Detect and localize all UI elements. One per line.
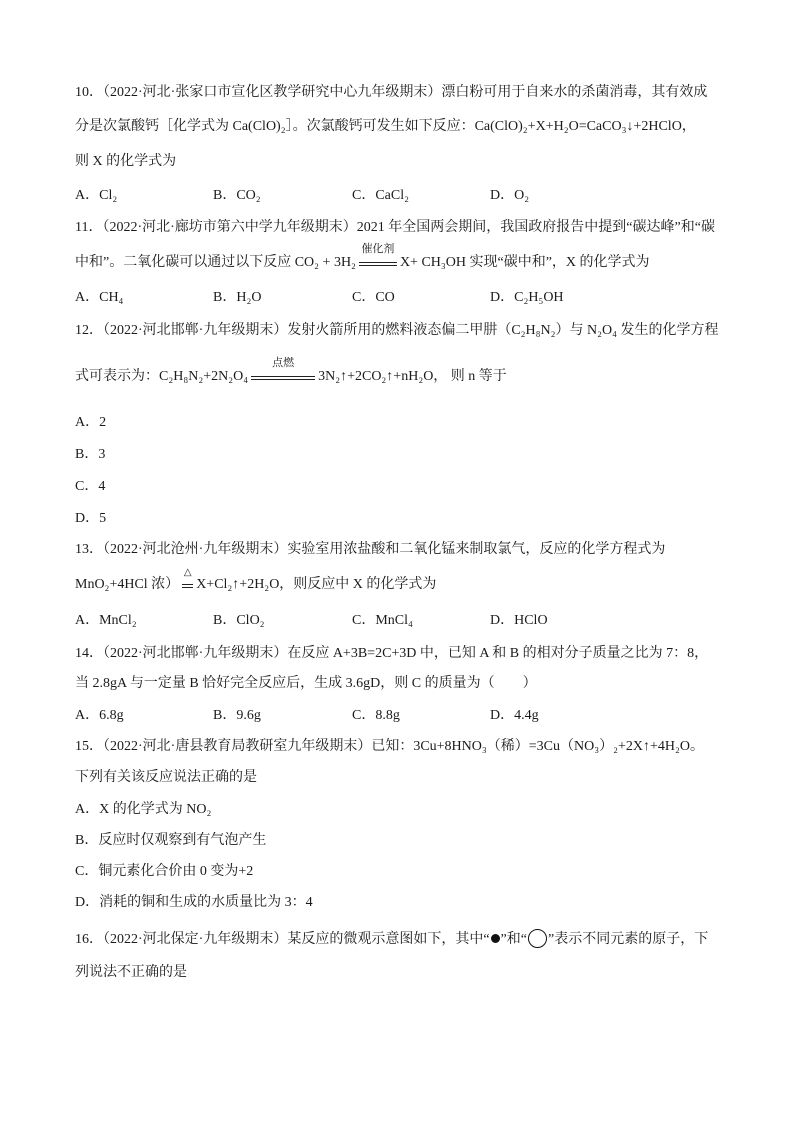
- question-15-stem-line-1: 15．（2022·河北·唐县教育局教研室九年级期末）已知：3Cu+8HNO₃（稀）=3Cu（NO₃）₂+2X↑+4H₂O。: [75, 739, 704, 754]
- filled-dot-icon: [491, 934, 500, 943]
- reaction-condition-label: 催化剂: [361, 243, 395, 255]
- question-15-option-a: A．X 的化学式为 NO₂: [75, 802, 212, 817]
- question-15-stem-line-2: 下列有关该反应说法正确的是: [75, 770, 257, 785]
- question-10-option-c: C．CaCl₂: [352, 188, 409, 203]
- open-circle-icon: [528, 929, 547, 948]
- question-10-option-a: A．Cl₂: [75, 188, 118, 203]
- question-11-option-b: B．H₂O: [213, 290, 262, 305]
- question-13-option-c: C．MnCl₄: [352, 613, 413, 628]
- reaction-condition-sign: [182, 567, 193, 595]
- question-13-option-d: D．HClO: [490, 613, 548, 628]
- question-13-stem-line-2: [75, 567, 437, 595]
- question-13-option-b: B．ClO₂: [213, 613, 265, 628]
- question-10-stem-line-3: 则 X 的化学式为: [75, 154, 177, 169]
- equation-right-side: X+Cl₂↑+2H₂O，则反应中 X 的化学式为: [196, 577, 437, 592]
- equation-left-side: 中和”。二氧化碳可以通过以下反应 CO₂ + 3H₂: [75, 255, 356, 270]
- question-13-stem-line-1: 13．（2022·河北沧州·九年级期末）实验室用浓盐酸和二氧化锰来制取氯气，反应的化学方程式为: [75, 542, 666, 557]
- stem-text-part-1: 16．（2022·河北保定·九年级期末）某反应的微观示意图如下，其中“: [75, 932, 490, 947]
- question-11-stem-line-1: 11．（2022·河北·廊坊市第六中学九年级期末）2021 年全国两会期间，我国政府报告中提到“碳达峰”和“碳: [75, 220, 715, 235]
- double-line-sign: [359, 262, 397, 266]
- question-10-stem-line-1: 10．（2022·河北·张家口市宣化区教学研究中心九年级期末）漂白粉可用于自来水的杀菌消毒，其有效成: [75, 85, 708, 100]
- question-14-option-d: D．4.4g: [490, 708, 539, 723]
- equation-left-side: MnO₂+4HCl 浓）: [75, 577, 180, 592]
- double-line-sign: [251, 376, 315, 380]
- question-14-option-b: B．9.6g: [213, 708, 261, 723]
- question-14-stem-line-2: 当 2.8gA 与一定量 B 恰好完全反应后，生成 3.6gD，则 C 的质量为（ ）: [75, 676, 537, 691]
- double-line-sign: [182, 584, 193, 588]
- question-12-option-a: A．2: [75, 415, 107, 430]
- question-13-option-a: A．MnCl₂: [75, 613, 137, 628]
- question-11-option-a: A．CH₄: [75, 290, 124, 305]
- question-16-stem-line-1: [75, 930, 708, 950]
- question-14-option-a: A．6.8g: [75, 708, 124, 723]
- question-11-option-c: C．CO: [352, 290, 395, 305]
- heating-triangle-label: △: [183, 567, 192, 578]
- equation-right-side: 3N₂↑+2CO₂↑+nH₂O， 则 n 等于: [318, 369, 507, 384]
- question-16-stem-line-2: 列说法不正确的是: [75, 965, 187, 980]
- reaction-condition-label: 点燃: [272, 357, 295, 369]
- question-10-option-b: B．CO₂: [213, 188, 261, 203]
- question-11-option-d: D．C₂H₅OH: [490, 290, 564, 305]
- equation-left-side: 式可表示为：C₂H₈N₂+2N₂O₄: [75, 369, 249, 384]
- question-12-option-d: D．5: [75, 511, 107, 526]
- question-12-stem-line-2: [75, 357, 507, 387]
- question-12-option-c: C．4: [75, 479, 106, 494]
- stem-text-part-2: ”和“: [500, 932, 527, 947]
- question-10-stem-line-2: 分是次氯酸钙［化学式为 Ca(ClO)₂］。次氯酸钙可发生如下反应：Ca(ClO)₂+X+H₂O=CaCO₃↓+2HClO，: [75, 119, 696, 134]
- question-11-stem-line-2: [75, 243, 650, 273]
- question-14-option-c: C．8.8g: [352, 708, 400, 723]
- reaction-condition-sign: [359, 243, 397, 273]
- question-10-option-d: D．O₂: [490, 188, 530, 203]
- reaction-condition-sign: [251, 357, 315, 387]
- question-14-stem-line-1: 14．（2022·河北邯郸·九年级期末）在反应 A+3B=2C+3D 中，已知 A 和 B 的相对分子质量之比为 7：8，: [75, 646, 709, 661]
- question-15-option-b: B．反应时仅观察到有气泡产生: [75, 833, 267, 848]
- stem-text-part-3: ”表示不同元素的原子，下: [547, 932, 709, 947]
- question-15-option-d: D．消耗的铜和生成的水质量比为 3：4: [75, 895, 313, 910]
- question-12-option-b: B．3: [75, 447, 106, 462]
- equation-right-side: X+ CH₃OH 实现“碳中和”，X 的化学式为: [399, 255, 650, 270]
- question-12-stem-line-1: 12．（2022·河北邯郸·九年级期末）发射火箭所用的燃料液态偏二甲肼（C₂H₈N₂）与 N₂O₄ 发生的化学方程: [75, 323, 719, 338]
- question-15-option-c: C．铜元素化合价由 0 变为+2: [75, 864, 254, 879]
